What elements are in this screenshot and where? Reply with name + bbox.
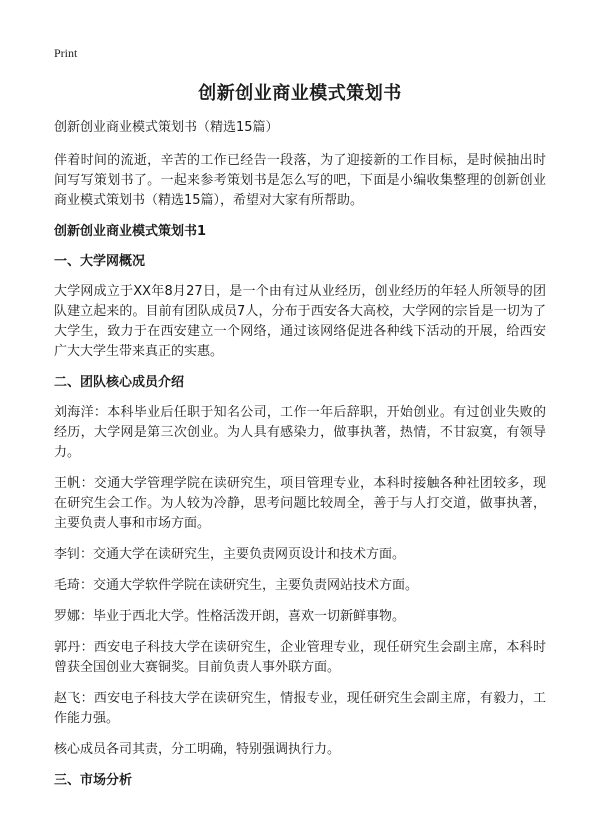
plan-heading: 创新创业商业模式策划书1 (54, 224, 207, 239)
team-member-wang: 王帆：交通大学管理学院在读研究生，项目管理专业，本科时接触各种社团较多，现在研究生会工作。为人较为冷静，思考问题比较周全，善于与人打交道，做事执著，主要负责人事和市场方面。 (54, 476, 546, 531)
document-title: 创新创业商业模式策划书 (198, 83, 402, 104)
section-heading-market: 三、市场分析 (54, 773, 133, 788)
team-member-luo: 罗娜：毕业于西北大学。性格活泼开朗，喜欢一切新鲜事物。 (54, 609, 406, 624)
intro-paragraph: 伴着时间的流逝，辛苦的工作已经告一段落，为了迎接新的工作目标，是时候抽出时间写写策划书了。一起来参考策划书是怎么写的吧，下面是小编收集整理的创新创业商业模式策划书（精选15篇），希望对大家有所帮助。 (54, 153, 546, 208)
section-heading-overview: 一、大学网概况 (54, 254, 146, 269)
team-member-li: 李钊：交通大学在读研究生，主要负责网页设计和技术方面。 (54, 547, 406, 562)
section-heading-team: 二、团队核心成员介绍 (54, 375, 185, 390)
team-member-guo: 郭丹：西安电子科技大学在读研究生，企业管理专业，现任研究生会副主席，本科时曾获全国创业大赛铜奖。目前负责人事外联方面。 (54, 640, 546, 675)
document-subtitle: 创新创业商业模式策划书（精选15篇） (54, 120, 279, 135)
document-body (54, 118, 546, 801)
team-summary: 核心成员各司其责，分工明确，特别强调执行力。 (54, 742, 341, 757)
print-link[interactable]: Print (54, 46, 78, 60)
team-member-mao: 毛琦：交通大学软件学院在读研究生，主要负责网站技术方面。 (54, 578, 419, 593)
team-member-liu: 刘海洋：本科毕业后任职于知名公司，工作一年后辞职，开始创业。有过创业失败的经历，大学网是第三次创业。为人具有感染力，做事执著，热情，不甘寂寞，有领导力。 (54, 405, 546, 460)
overview-paragraph: 大学网成立于XX年8月27日，是一个由有过从业经历，创业经历的年轻人所领导的团队建立起来的。目前有团队成员7人，分布于西安各大高校，大学网的宗旨是一切为了大学生，致力于在西安建立一个网络，通过该网络促进各种线下活动的开展，给西安广大大学生带来真正的实惠。 (54, 284, 546, 359)
team-member-zhao: 赵飞：西安电子科技大学在读研究生，情报专业，现任研究生会副主席，有毅力，工作能力强。 (54, 691, 546, 726)
